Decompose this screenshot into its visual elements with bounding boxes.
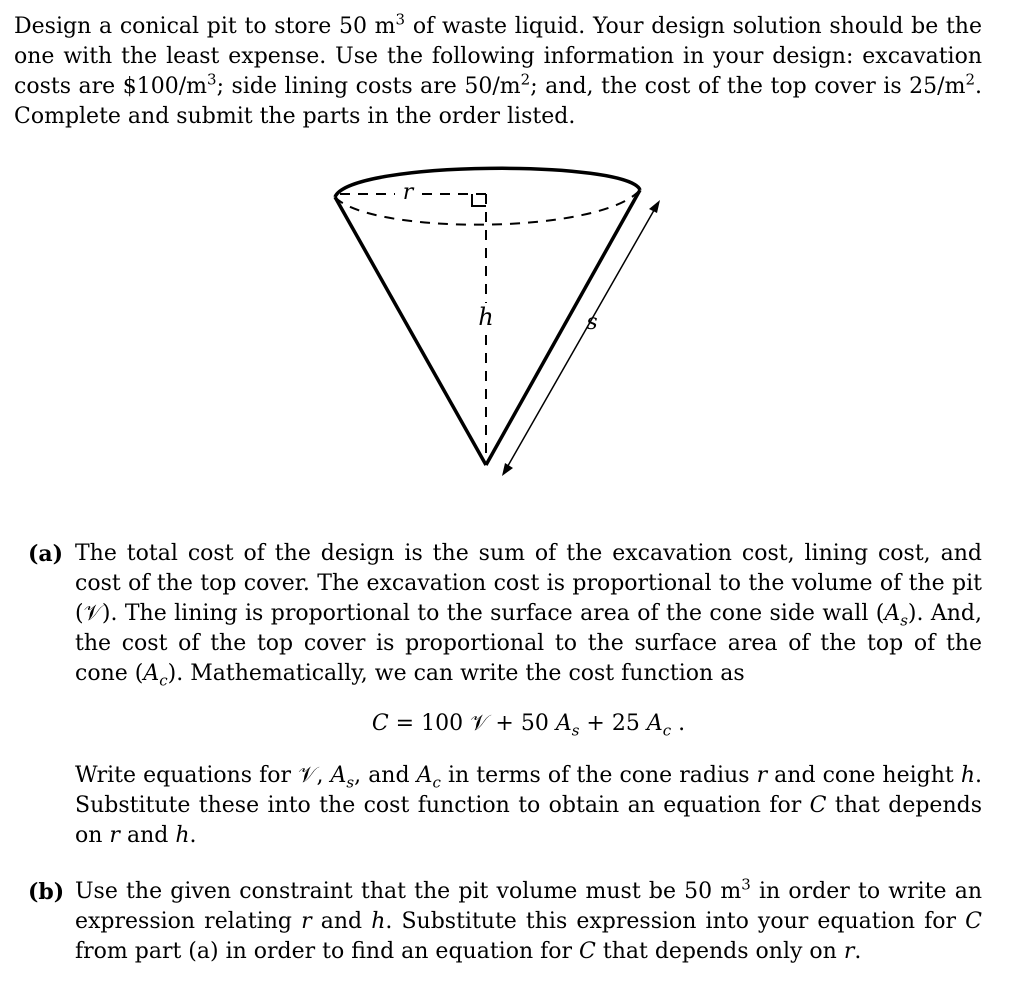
- right-angle-marker: [472, 194, 486, 206]
- slant-arrow-head-bottom: [502, 463, 513, 476]
- part-b-label: (b): [28, 879, 65, 905]
- cone-rim-front: [335, 168, 640, 197]
- cone-left-side: [335, 197, 486, 465]
- slant-arrow-line: [505, 205, 657, 471]
- part-a: [28, 539, 982, 851]
- slant-arrow-head-top: [649, 200, 660, 213]
- part-b-paragraph: Use the given constraint that the pit volume must be 50 $m^3$ in order to write an expression relating r and h. Substitute this expression into your equation for C from part (a) in order to find an equation for C that depends only on r.: [75, 875, 982, 964]
- label-s: s: [586, 310, 598, 335]
- part-a-paragraph-2: Write equations for 𝒱, $A_s$, and $A_c$ in terms of the cone radius r and cone height h. Substitute these into the cost function to obtain an equation for C that depends on r and h.: [75, 763, 982, 848]
- part-b: [28, 877, 982, 967]
- label-h: h: [478, 303, 494, 331]
- cone-right-side: [486, 190, 640, 465]
- label-r: r: [402, 180, 414, 205]
- cost-equation: C = 100 𝒱 + 50 $A_s + 25$ $A_c$ .: [371, 711, 686, 740]
- part-a-paragraph-1: The total cost of the design is the sum of the excavation cost, lining cost, and cost of the top cover. The excavation cost is proportional to the volume of the pit (𝒱). The lining is proportional to the surface area of the cone side wall $(A_s)$. And, the cost of the top cover is proportional to the surface area of the top of the cone $(A_c)$. Mathematically, we can write the cost function as: [75, 541, 982, 690]
- cone-rim-back: [335, 190, 640, 225]
- part-a-label: (a): [28, 541, 64, 567]
- problem-statement: Design a conical pit to store 50 $m^3$ of waste liquid. Your design solution should be the one with the least expense. Use the following information in your design: excavation costs are $\$100/m^3$; side lining costs are $50/m^2$; and, the cost of the top cover is $25/m^2$. Complete and submit the parts in the order listed.: [14, 10, 982, 129]
- cone-diagram: [330, 155, 680, 485]
